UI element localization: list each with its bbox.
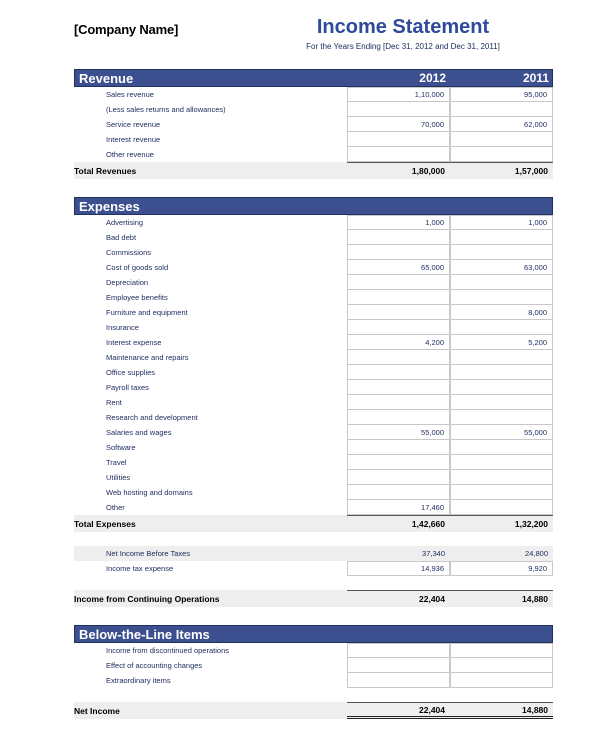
- income-from-continuing-operations-2012: 22,404: [347, 590, 450, 607]
- table-row: [74, 320, 553, 335]
- line-item-value-2012[interactable]: [347, 380, 450, 395]
- table-row: [74, 260, 553, 275]
- total-revenues-2012: 1,80,000: [347, 162, 450, 179]
- table-row: [74, 230, 553, 245]
- line-item-value-2011[interactable]: 55,000: [450, 425, 553, 440]
- line-item-value-2011[interactable]: [450, 132, 553, 147]
- table-row: [74, 117, 553, 132]
- table-row: [74, 275, 553, 290]
- line-item-value-2012[interactable]: 70,000: [347, 117, 450, 132]
- line-item-label: Employee benefits: [106, 293, 168, 302]
- table-row: [74, 395, 553, 410]
- below-the-line-rows: [74, 643, 553, 688]
- line-item-value-2011[interactable]: [450, 230, 553, 245]
- line-item-label: Bad debt: [106, 233, 137, 242]
- page-subtitle: For the Years Ending [Dec 31, 2012 and Dec 31, 2011]: [306, 42, 500, 51]
- net-income-label: Net Income: [74, 705, 120, 716]
- line-item-value-2012[interactable]: [347, 320, 450, 335]
- line-item-value-2011[interactable]: 8,000: [450, 305, 553, 320]
- line-item-value-2011[interactable]: [450, 320, 553, 335]
- line-item-value-2011[interactable]: [450, 245, 553, 260]
- expense-rows: [74, 215, 553, 515]
- line-item-value-2011[interactable]: [450, 395, 553, 410]
- total-expenses-2011: 1,32,200: [450, 515, 553, 532]
- table-row: [74, 215, 553, 230]
- line-item-value-2012[interactable]: [347, 673, 450, 688]
- net-income-before-taxes-row: [74, 546, 553, 561]
- table-row: [74, 290, 553, 305]
- line-item-value-2011[interactable]: [450, 643, 553, 658]
- line-item-label: Commissions: [106, 248, 152, 257]
- line-item-label: Rent: [106, 398, 122, 407]
- table-row: [74, 380, 553, 395]
- line-item-value-2011[interactable]: [450, 485, 553, 500]
- line-item-value-2011[interactable]: [450, 500, 553, 515]
- line-item-value-2012[interactable]: 55,000: [347, 425, 450, 440]
- net-income-before-taxes-label: Net Income Before Taxes: [106, 549, 191, 558]
- line-item-value-2011[interactable]: 5,200: [450, 335, 553, 350]
- total-expenses-2012: 1,42,660: [347, 515, 450, 532]
- table-row: [74, 500, 553, 515]
- section-title-expenses: Expenses: [79, 198, 140, 214]
- title-group: [253, 16, 553, 51]
- line-item-label: Effect of accounting changes: [106, 661, 203, 670]
- line-item-value-2011[interactable]: 1,000: [450, 215, 553, 230]
- line-item-label: Salaries and wages: [106, 428, 172, 437]
- page-title: Income Statement: [316, 16, 490, 38]
- table-row: [74, 132, 553, 147]
- table-row: [74, 643, 553, 658]
- table-row: [74, 245, 553, 260]
- line-item-label: Utilities: [106, 473, 131, 482]
- line-item-value-2012[interactable]: [347, 102, 450, 117]
- income-tax-expense-2012[interactable]: 14,936: [347, 561, 450, 576]
- line-item-value-2012[interactable]: [347, 470, 450, 485]
- line-item-label: Interest revenue: [106, 135, 161, 144]
- line-item-label: Depreciation: [106, 278, 149, 287]
- line-item-label: Advertising: [106, 218, 144, 227]
- line-item-label: Maintenance and repairs: [106, 353, 189, 362]
- line-item-value-2012[interactable]: [347, 230, 450, 245]
- line-item-label: Extraordinary items: [106, 676, 171, 685]
- income-tax-expense-2011[interactable]: 9,920: [450, 561, 553, 576]
- line-item-value-2012[interactable]: [347, 658, 450, 673]
- line-item-value-2012[interactable]: [347, 485, 450, 500]
- section-header-below-the-line: [74, 625, 553, 643]
- line-item-label: Income from discontinued operations: [106, 646, 229, 655]
- company-name: [Company Name]: [74, 22, 179, 37]
- table-row: [74, 658, 553, 673]
- line-item-value-2011[interactable]: [450, 102, 553, 117]
- line-item-value-2012[interactable]: 65,000: [347, 260, 450, 275]
- line-item-label: Cost of goods sold: [106, 263, 169, 272]
- line-item-value-2011[interactable]: [450, 455, 553, 470]
- line-item-value-2011[interactable]: [450, 147, 553, 162]
- net-income-2011: 14,880: [450, 702, 553, 719]
- total-revenues-row: [74, 162, 553, 179]
- net-income-2012: 22,404: [347, 702, 450, 719]
- line-item-label: Travel: [106, 458, 127, 467]
- line-item-label: Interest expense: [106, 338, 162, 347]
- line-item-value-2012[interactable]: [347, 147, 450, 162]
- section-header-expenses: [74, 197, 553, 215]
- table-row: [74, 485, 553, 500]
- table-row: [74, 87, 553, 102]
- line-item-value-2012[interactable]: 17,460: [347, 500, 450, 515]
- document-header: [0, 0, 600, 51]
- table-row: [74, 365, 553, 380]
- revenue-rows: [74, 87, 553, 162]
- line-item-value-2012[interactable]: [347, 410, 450, 425]
- statement-table: [74, 69, 553, 719]
- line-item-value-2011[interactable]: [450, 290, 553, 305]
- table-row: [74, 147, 553, 162]
- line-item-value-2011[interactable]: 63,000: [450, 260, 553, 275]
- income-from-continuing-operations-2011: 14,880: [450, 590, 553, 607]
- line-item-value-2012[interactable]: [347, 643, 450, 658]
- line-item-label: Other: [106, 503, 125, 512]
- line-item-value-2011[interactable]: [450, 380, 553, 395]
- line-item-value-2012[interactable]: [347, 440, 450, 455]
- line-item-value-2012[interactable]: [347, 245, 450, 260]
- line-item-value-2012[interactable]: [347, 350, 450, 365]
- line-item-value-2011[interactable]: [450, 410, 553, 425]
- line-item-value-2011[interactable]: 62,000: [450, 117, 553, 132]
- line-item-label: Furniture and equipment: [106, 308, 188, 317]
- line-item-label: Other revenue: [106, 150, 154, 159]
- total-expenses-row: [74, 515, 553, 532]
- line-item-value-2012[interactable]: [347, 395, 450, 410]
- line-item-value-2012[interactable]: 1,000: [347, 215, 450, 230]
- line-item-value-2012[interactable]: [347, 305, 450, 320]
- table-row: [74, 305, 553, 320]
- line-item-value-2011[interactable]: [450, 365, 553, 380]
- line-item-value-2011[interactable]: [450, 673, 553, 688]
- net-income-before-taxes-2012: 37,340: [422, 549, 445, 558]
- table-row: [74, 410, 553, 425]
- table-row: [74, 335, 553, 350]
- line-item-label: Payroll taxes: [106, 383, 149, 392]
- line-item-value-2011[interactable]: [450, 275, 553, 290]
- line-item-label: Service revenue: [106, 120, 161, 129]
- line-item-label: Office supplies: [106, 368, 156, 377]
- table-row: [74, 470, 553, 485]
- line-item-value-2012[interactable]: [347, 290, 450, 305]
- table-row: [74, 455, 553, 470]
- net-income-before-taxes-2011: 24,800: [525, 549, 548, 558]
- line-item-label: Software: [106, 443, 136, 452]
- total-expenses-label: Total Expenses: [74, 518, 136, 529]
- table-row: [74, 350, 553, 365]
- line-item-value-2012[interactable]: [347, 132, 450, 147]
- income-from-continuing-operations-row: [74, 590, 553, 607]
- line-item-label: (Less sales returns and allowances): [106, 105, 226, 114]
- line-item-value-2011[interactable]: [450, 470, 553, 485]
- section-title-revenue: Revenue: [79, 70, 134, 86]
- line-item-label: Insurance: [106, 323, 139, 332]
- table-row: [74, 425, 553, 440]
- income-tax-expense-label: Income tax expense: [106, 564, 174, 573]
- line-item-value-2012[interactable]: 1,10,000: [347, 87, 450, 102]
- income-from-continuing-operations-label: Income from Continuing Operations: [74, 593, 220, 604]
- column-header-2011: 2011: [522, 71, 549, 85]
- table-row: [74, 673, 553, 688]
- table-row: [74, 102, 553, 117]
- section-header-revenue: [74, 69, 553, 87]
- line-item-value-2011[interactable]: [450, 440, 553, 455]
- line-item-value-2012[interactable]: [347, 365, 450, 380]
- line-item-value-2012[interactable]: [347, 455, 450, 470]
- net-income-row: [74, 702, 553, 719]
- line-item-value-2012[interactable]: [347, 275, 450, 290]
- income-tax-expense-row: [74, 561, 553, 576]
- line-item-label: Web hosting and domains: [106, 488, 193, 497]
- total-revenues-label: Total Revenues: [74, 165, 137, 176]
- line-item-value-2011[interactable]: 95,000: [450, 87, 553, 102]
- table-row: [74, 440, 553, 455]
- line-item-value-2011[interactable]: [450, 350, 553, 365]
- column-header-2012: 2012: [419, 71, 446, 85]
- total-revenues-2011: 1,57,000: [450, 162, 553, 179]
- line-item-label: Research and development: [106, 413, 198, 422]
- line-item-value-2012[interactable]: 4,200: [347, 335, 450, 350]
- line-item-value-2011[interactable]: [450, 658, 553, 673]
- line-item-label: Sales revenue: [106, 90, 154, 99]
- section-title-below-the-line: Below-the-Line Items: [79, 626, 210, 642]
